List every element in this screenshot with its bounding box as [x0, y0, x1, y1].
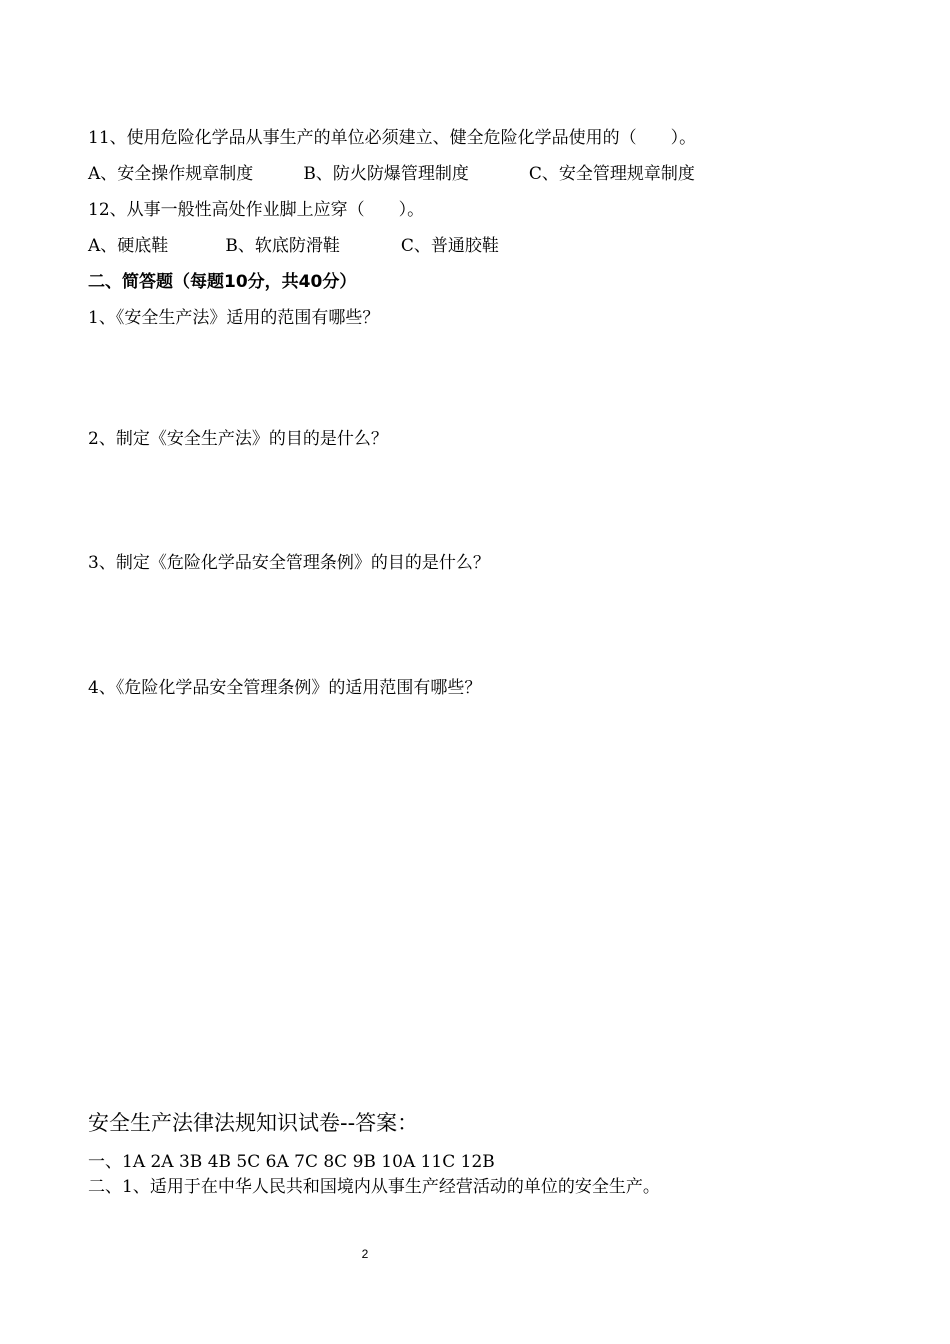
question-11-options: [88, 163, 695, 185]
short-question-3: 3、制定《危险化学品安全管理条例》的目的是什么？: [88, 553, 490, 573]
q12-option-c: C、普通胶鞋: [400, 236, 499, 256]
section-2-heading: 二、简答题（每题10分，共40分）: [88, 272, 357, 292]
short-question-4: 4、《危险化学品安全管理条例》的适用范围有哪些？: [88, 678, 482, 698]
answers-part-1: 一、1A 2A 3B 4B 5C 6A 7C 8C 9B 10A 11C 12B: [88, 1152, 495, 1172]
question-12-options: [88, 235, 499, 257]
short-question-1: 1、《安全生产法》适用的范围有哪些？: [88, 308, 380, 328]
q11-option-b: B、防火防爆管理制度: [303, 164, 469, 184]
short-question-2: 2、制定《安全生产法》的目的是什么？: [88, 429, 388, 449]
q11-option-a: A、安全操作规章制度: [88, 164, 254, 184]
question-12: 12、从事一般性高处作业脚上应穿（ ）。: [88, 200, 425, 220]
answers-title: 安全生产法律法规知识试卷--答案：: [88, 1111, 419, 1135]
q12-option-a: A、硬底鞋: [88, 236, 169, 256]
q11-option-c: C、安全管理规章制度: [528, 164, 695, 184]
question-11: 11、使用危险化学品从事生产的单位必须建立、健全危险化学品使用的（ ）。: [88, 128, 697, 148]
q12-option-b: B、软底防滑鞋: [225, 236, 340, 256]
answers-part-2: 二、1、适用于在中华人民共和国境内从事生产经营活动的单位的安全生产。: [88, 1177, 660, 1197]
page-number: 2: [361, 1247, 369, 1261]
